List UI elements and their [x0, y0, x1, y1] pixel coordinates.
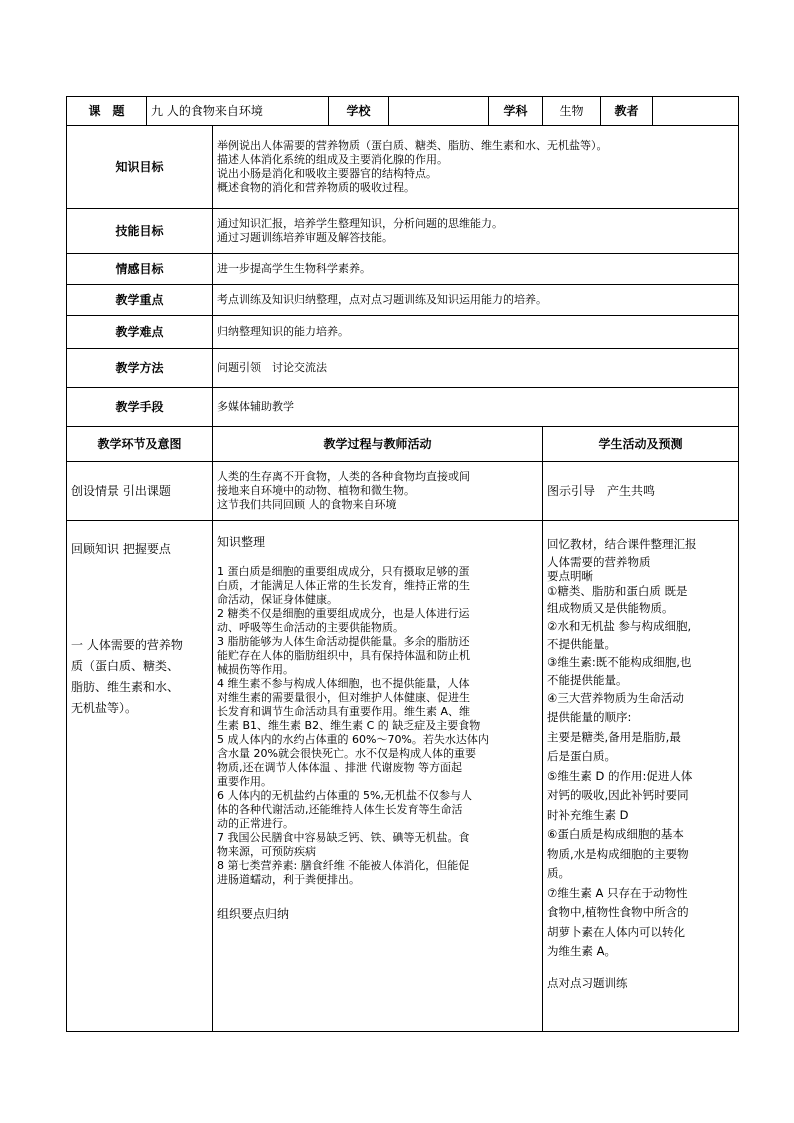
- skill-line: 通过习题训练培养审题及解答技能。: [217, 231, 393, 244]
- student-line: 时补充维生素 D: [547, 807, 629, 822]
- teacher-label: 教者: [601, 97, 653, 126]
- teacher-line: 械损伤等作用。: [217, 663, 294, 676]
- knowledge-line: 说出小肠是消化和吸收主要器官的结构特点。: [217, 167, 437, 180]
- skill-line: 通过知识汇报，培养学生整理知识，分析问题的思维能力。: [217, 217, 503, 230]
- teacher-line: 物来源，可预防疾病: [217, 845, 316, 858]
- review-student-footer: 点对点习题训练: [547, 975, 628, 990]
- review-stage-line: 质（蛋白质、糖类、: [71, 659, 180, 673]
- review-stage-line: 无机盐等）。: [71, 701, 138, 715]
- student-line: 要点明晰: [547, 568, 594, 583]
- scenario-teacher-line: 接地来自环境中的动物、植物和微生物。: [217, 484, 415, 497]
- difficulty-content: 归纳整理知识的能力培养。: [213, 316, 739, 349]
- student-line: ⑥蛋白质是构成细胞的基本: [547, 827, 684, 841]
- scenario-student: 图示引导 产生共鸣: [543, 462, 739, 521]
- student-line: ②水和无机盐 参与构成细胞,: [547, 618, 692, 633]
- knowledge-label: 知识目标: [67, 126, 213, 209]
- teacher-line: 对维生素的需要量很小，但对维护人体健康、促进生: [217, 691, 470, 704]
- student-line: 食物中,植物性食物中所含的: [547, 905, 689, 919]
- skill-content: [213, 209, 739, 254]
- review-student: [543, 521, 739, 1032]
- teacher-line: 动的正常进行。: [217, 817, 294, 830]
- method-content: 问题引领 讨论交流法: [213, 349, 739, 388]
- difficulty-row: [67, 316, 739, 349]
- skill-label: 技能目标: [67, 209, 213, 254]
- student-line: ⑤维生素 D 的作用:促进人体: [547, 768, 693, 783]
- teacher-line: 命活动，保证身体健康。: [217, 593, 338, 606]
- student-line: 提供能量的顺序:: [547, 710, 632, 724]
- review-stage-line: 一 人体需要的营养物: [71, 638, 183, 652]
- student-line: ①糖类、脂肪和蛋白质 既是: [547, 583, 688, 598]
- skill-row: [67, 209, 739, 254]
- student-line: ⑦维生素 A 只存在于动物性: [547, 885, 688, 900]
- scenario-teacher: [213, 462, 543, 521]
- teacher-line: 生素 B1、维生素 B2、维生素 C 的 缺乏症及主要食物: [217, 719, 481, 732]
- teacher-line: 进肠道蠕动，利于粪便排出。: [217, 873, 360, 886]
- focus-content: 考点训练及知识归纳整理，点对点习题训练及知识运用能力的培养。: [213, 285, 739, 316]
- teacher-line: 7 我国公民膳食中容易缺乏钙、铁、碘等无机盐。食: [217, 831, 470, 844]
- student-line: ④三大营养物质为生命活动: [547, 690, 684, 705]
- scenario-teacher-line: 这节我们共同回顾 人的食物来自环境: [217, 498, 397, 511]
- review-teacher: [213, 521, 543, 1032]
- student-line: 不能提供能量。: [547, 672, 628, 687]
- means-label: 教学手段: [67, 388, 213, 427]
- emotion-content: 进一步提高学生生物科学素养。: [213, 254, 739, 285]
- student-line: 为维生素 A。: [547, 944, 617, 958]
- review-row: [67, 521, 739, 1032]
- teacher-line: 8 第七类营养素: 膳食纤维 不能被人体消化，但能促: [217, 859, 470, 872]
- teacher-line: 3 脂肪能够为人体生命活动提供能量。多余的脂肪还: [217, 635, 470, 648]
- student-line: 不提供能量。: [547, 636, 617, 651]
- student-line: 人体需要的营养物质: [547, 554, 651, 569]
- knowledge-line: 描述人体消化系统的组成及主要消化腺的作用。: [217, 153, 448, 166]
- focus-label: 教学重点: [67, 285, 213, 316]
- teacher-line: 动、呼吸等生命活动的主要供能物质。: [217, 621, 404, 634]
- review-stage-line: 脂肪、维生素和水、: [71, 680, 180, 694]
- teacher-line: 2 糖类不仅是细胞的重要组成成分，也是人体进行运: [217, 607, 470, 620]
- scenario-row: [67, 462, 739, 521]
- emotion-row: [67, 254, 739, 285]
- teacher-line: 6 人体内的无机盐约占体重的 5%,无机盐不仅参与人: [217, 789, 472, 802]
- student-line: 后是蛋白质。: [547, 749, 617, 763]
- lesson-plan: [66, 96, 738, 1032]
- difficulty-label: 教学难点: [67, 316, 213, 349]
- process-header-row: [67, 427, 739, 462]
- student-line: ③维生素:既不能构成细胞,也: [547, 654, 692, 669]
- student-column-header: 学生活动及预测: [543, 427, 739, 462]
- student-line: 物质,水是构成细胞的主要物: [547, 846, 689, 861]
- student-line: 组成物质又是供能物质。: [547, 600, 674, 615]
- student-line: 对钙的吸收,因此补钙时要同: [547, 788, 689, 802]
- student-line: 胡萝卜素在人体内可以转化: [547, 924, 686, 939]
- focus-row: [67, 285, 739, 316]
- teacher-line: 白质，才能满足人体正常的生长发育，维持正常的生: [217, 579, 470, 592]
- student-line: 质。: [547, 866, 571, 880]
- teacher-line: 物质,还在调节人体体温 、排泄 代谢废物 等方面起: [217, 761, 462, 774]
- teacher-line: 1 蛋白质是细胞的重要组成成分，只有摄取足够的蛋: [217, 565, 470, 578]
- teacher-line: 4 维生素不参与构成人体细胞，也不提供能量，人体: [217, 677, 470, 690]
- subject-value: 生物: [543, 97, 601, 126]
- scenario-stage: 创设情景 引出课题: [67, 462, 213, 521]
- lesson-plan-table: [66, 96, 739, 1032]
- subject-label: 学科: [489, 97, 543, 126]
- course-title: 九 人的食物来自环境: [147, 97, 329, 126]
- knowledge-content: [213, 126, 739, 209]
- means-row: [67, 388, 739, 427]
- teacher-column-header: 教学过程与教师活动: [213, 427, 543, 462]
- teacher-line: 体的各种代谢活动,还能维持人体生长发育等生命活: [217, 803, 463, 816]
- teacher-line: 能贮存在人体的脂肪组织中，具有保持体温和防止机: [217, 649, 470, 662]
- emotion-label: 情感目标: [67, 254, 213, 285]
- teacher-line: 重要作用。: [217, 775, 272, 788]
- header-row: [67, 97, 739, 126]
- review-stage: [67, 521, 213, 1032]
- stage-column-header: 教学环节及意图: [67, 427, 213, 462]
- review-teacher-title: 知识整理: [217, 535, 266, 549]
- method-row: [67, 349, 739, 388]
- school-value: [389, 97, 489, 126]
- student-line: 回忆教材，结合课件整理汇报: [547, 537, 697, 551]
- method-label: 教学方法: [67, 349, 213, 388]
- teacher-line: 5 成人体内的水约占体重的 60%～70%。若失水达体内: [217, 733, 489, 746]
- course-label: 课 题: [67, 97, 147, 126]
- means-content: 多媒体辅助教学: [213, 388, 739, 427]
- knowledge-row: [67, 126, 739, 209]
- knowledge-line: 举例说出人体需要的营养物质（蛋白质、糖类、脂肪、维生素和水、无机盐等）。: [217, 139, 608, 152]
- student-line: 主要是糖类,备用是脂肪,最: [547, 729, 681, 744]
- scenario-teacher-line: 人类的生存离不开食物，人类的各种食物均直接或间: [217, 470, 470, 483]
- teacher-line: 长发育和调节生命活动具有重要作用。维生素 A、维: [217, 705, 471, 718]
- teacher-line: 含水量 20%就会很快死亡。水不仅是构成人体的重要: [217, 747, 476, 760]
- school-label: 学校: [329, 97, 389, 126]
- knowledge-line: 概述食物的消化和营养物质的吸收过程。: [217, 181, 415, 194]
- review-teacher-footer: 组织要点归纳: [217, 907, 290, 921]
- review-stage-title: 回顾知识 把握要点: [71, 542, 171, 556]
- teacher-value: [653, 97, 739, 126]
